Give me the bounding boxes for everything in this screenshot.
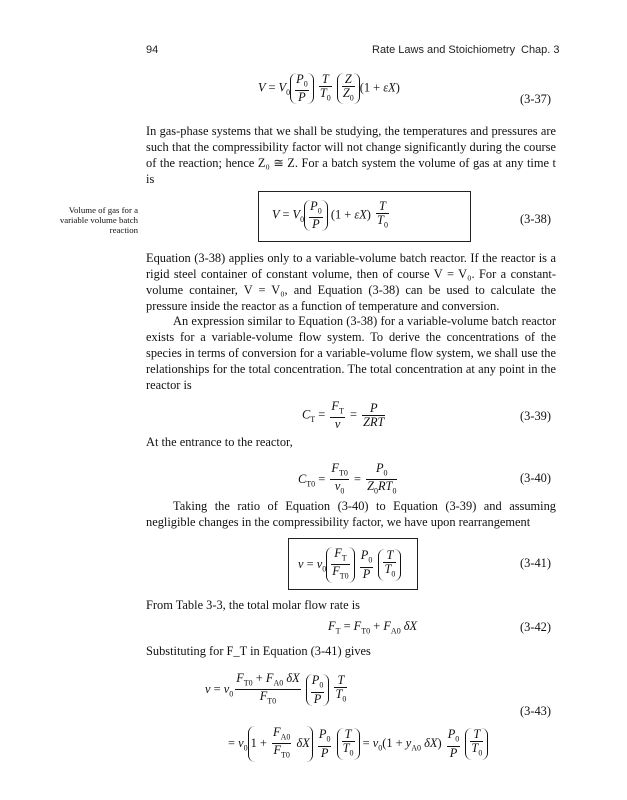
paragraph-flow-system: An expression similar to Equation (3-38) for a variable-volume batch reactor exists for a variable-volume flow system. To derive the concentrations of the species in terms of conversion for a variable-volume flow system, we shall use the relationships for the total concentration. The total concentration at any point in the reactor is	[146, 314, 556, 392]
page-number: 94	[146, 44, 159, 56]
equation-number-3-43: (3-43)	[520, 704, 551, 718]
equation-3-43-line-1: $v = v_0$ $\frac{F_{T0} + F_{A0} \delta X}{F_{T0}}$ $\frac{P_0}{P}$ $\frac{T}{T_0}$	[205, 671, 347, 706]
equation-3-42: $F_T = F_{T0} + F_{A0}$ δX	[328, 619, 418, 636]
paragraph-constant-volume: Equation (3-38) applies only to a variable-volume batch reactor. If the reactor is a rigid steel container of constant volume, then of course V = V₀. For a constant-volume container, V = V₀, and Equation (3-38) can be used to calculate the pressure inside the reactor as a function of temperature and conversion.	[146, 251, 556, 313]
paragraph-ratio: Taking the ratio of Equation (3-40) to Equation (3-39) and assuming negligible changes in the compressibility factor, we have upon rearrangement	[146, 499, 556, 529]
equation-number-3-40: (3-40)	[520, 471, 551, 485]
equation-number-3-37: (3-37)	[520, 92, 551, 106]
equation-number-3-41: (3-41)	[520, 556, 551, 570]
paragraph-gas-phase: In gas-phase systems that we shall be studying, the temperatures and pressures are such that the compressibility factor will not change significantly during the course of the reaction; hence Z₀ ≅ Z. For a batch system the volume of gas at any time t is	[146, 124, 556, 186]
chapter-label: Chap. 3	[521, 44, 560, 56]
paragraph-substituting: Substituting for F_T in Equation (3-41) gives	[146, 644, 371, 658]
margin-note: Volume of gas for a variable volume batch reaction	[59, 205, 138, 235]
equation-3-37: $V = V_0$ $\frac{P_0}{P}$ $\frac{T}{T_0}$ $\frac{Z}{Z_0}$ (1 + εX)	[258, 72, 400, 105]
equation-3-39: $C_T$ = $\frac{F_T}{v}$ = $\frac{P}{\text{ZRT}}$	[302, 399, 385, 432]
equation-3-43-line-2: = $v_0$ 1 + $\frac{F_{A0}}{F_{T0}}$ δX $\frac{P_0}{P}$ $\frac{T}{T_0}$ = $v_0(1 + y_{A0}$ δX) $\frac{P_0}{P}$ $\frac{T}{T_0}$	[228, 726, 488, 762]
equation-3-40: $C_{T0}$ = $\frac{F_{T0}}{v_0}$ = $\frac{P_0}{Z_0RT_0}$	[298, 461, 397, 496]
equation-number-3-42: (3-42)	[520, 620, 551, 634]
paragraph-molar-flow: From Table 3-3, the total molar flow rate is	[146, 598, 360, 612]
equation-number-3-39: (3-39)	[520, 409, 551, 423]
paragraph-entrance: At the entrance to the reactor,	[146, 435, 293, 449]
equation-number-3-38: (3-38)	[520, 212, 551, 226]
running-title: Rate Laws and Stoichiometry	[372, 44, 516, 56]
equation-3-38: $V = V_0$ $\frac{P_0}{P}$ (1 + εX) $\frac{T}{T_0}$	[272, 199, 388, 232]
equation-3-41: $v = v_0$ $\frac{F_T}{F_{T0}}$ $\frac{P_0}{P}$ $\frac{T}{T_0}$	[298, 547, 401, 583]
